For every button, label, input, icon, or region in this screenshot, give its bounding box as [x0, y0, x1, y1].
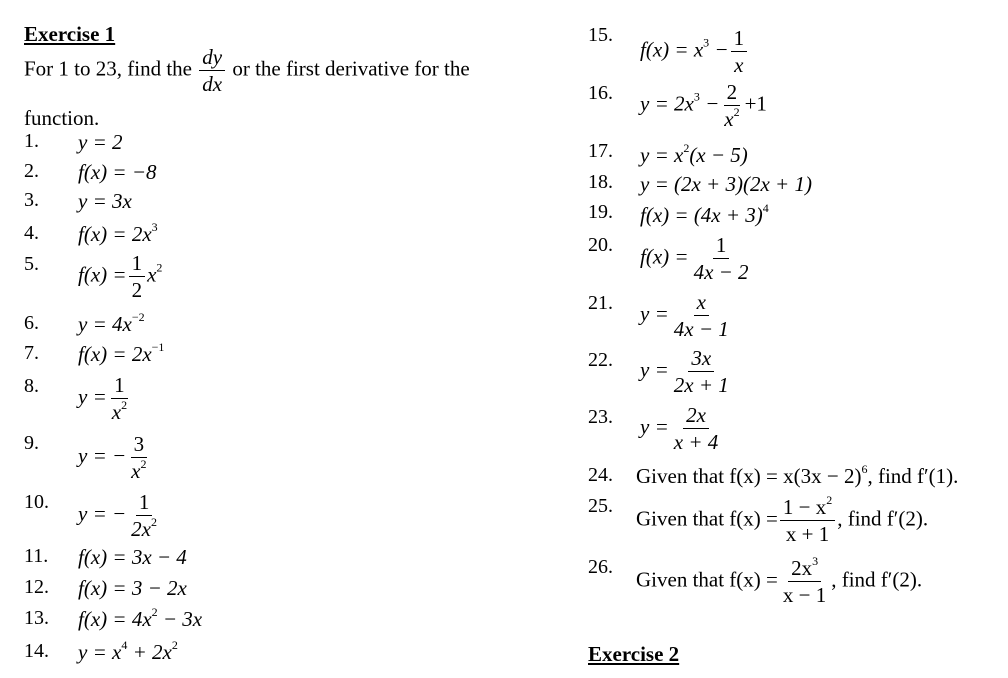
problem-expression: y = − $\frac{1}{2x^2}$ — [78, 490, 157, 542]
item-number: 9. — [24, 432, 39, 454]
problem-expression: f(x) = 3 − 2x — [78, 576, 187, 600]
item-number: 22. — [588, 349, 613, 371]
problem-expression: y = $\frac{3x}{2x + 1}$ — [640, 346, 729, 398]
problem-expression: y = 3x — [78, 189, 132, 213]
problem-expression: Given that $f(x) = x(3x - 2)^6$, find f′(1). — [636, 462, 959, 488]
instruction-dydx-fraction — [199, 45, 225, 96]
item-number: 24. — [588, 464, 613, 486]
item-number: 3. — [24, 189, 39, 211]
instruction-before: For 1 to 23, find the — [24, 56, 192, 81]
problem-expression: y = $\frac{1}{x^2}$ — [78, 373, 128, 425]
instruction-line-2: function. — [24, 106, 100, 130]
fraction-denominator: dx — [202, 72, 223, 97]
problem-expression: $f(x) = x^3$ − $\frac{1}{x}$ — [640, 26, 749, 77]
item-number: 13. — [24, 607, 49, 629]
fraction-numerator: dy — [199, 45, 225, 71]
item-number: 20. — [588, 234, 613, 256]
exercise-1-heading: Exercise 1 — [24, 22, 116, 46]
problem-expression: $f(x) = 4x^2 - 3x$ — [78, 605, 203, 631]
problem-expression: y = $\frac{x}{4x - 1}$ — [640, 290, 729, 342]
item-number: 19. — [588, 201, 613, 223]
problem-expression: f(x) = $\frac{1}{4x - 2}$ — [640, 233, 749, 285]
item-number: 16. — [588, 82, 613, 104]
problem-expression: $y = x^2(x - 5)$ — [640, 141, 748, 167]
problem-expression: Given that f(x) = $\frac{2x^3}{x - 1}$ , find f′(2). — [636, 554, 923, 608]
problem-expression: $f(x) = 2x^3$ — [78, 220, 158, 246]
problem-expression: $f(x) = (4x + 3)^4$ — [640, 201, 769, 227]
problem-expression: y = (2x + 3)(2x + 1) — [640, 172, 812, 196]
problem-expression: y = − $\frac{3}{x^2}$ — [78, 432, 147, 484]
item-number: 12. — [24, 576, 49, 598]
problem-expression: y = $\frac{2x}{x + 4}$ — [640, 403, 719, 455]
item-number: 1. — [24, 130, 39, 152]
exercise-2-heading: Exercise 2 — [588, 642, 680, 666]
item-number: 23. — [588, 406, 613, 428]
item-number: 7. — [24, 342, 39, 364]
item-number: 5. — [24, 253, 39, 275]
item-number: 11. — [24, 545, 49, 567]
problem-expression: f(x) = $\frac{1}{2}$ $x^2$ — [78, 251, 163, 303]
problem-expression: f(x) = 3x − 4 — [78, 545, 187, 569]
problem-expression: $y = 4x^{-2}$ — [78, 310, 145, 336]
item-number: 14. — [24, 640, 49, 662]
item-number: 8. — [24, 375, 39, 397]
instruction-after: or the first derivative for the — [232, 56, 470, 81]
item-number: 4. — [24, 222, 39, 244]
problem-expression: $y = 2x^3$ − $\frac{2}{x^2}$ +1 — [640, 80, 767, 132]
problem-expression: y = 2 — [78, 130, 123, 154]
item-number: 15. — [588, 24, 613, 46]
item-number: 18. — [588, 171, 613, 193]
item-number: 6. — [24, 312, 39, 334]
instruction-line-1 — [24, 45, 470, 96]
item-number: 2. — [24, 160, 39, 182]
problem-expression: $f(x) = 2x^{-1}$ — [78, 340, 165, 366]
item-number: 10. — [24, 491, 49, 513]
problem-expression: f(x) = −8 — [78, 160, 157, 184]
problem-expression: $y = x^4 + 2x^2$ — [78, 638, 178, 664]
problem-expression: Given that f(x) = $\frac{1 - x^2}{x + 1}$ , find f′(2). — [636, 493, 929, 547]
item-number: 17. — [588, 140, 613, 162]
item-number: 21. — [588, 292, 613, 314]
item-number: 25. — [588, 495, 613, 517]
item-number: 26. — [588, 556, 613, 578]
